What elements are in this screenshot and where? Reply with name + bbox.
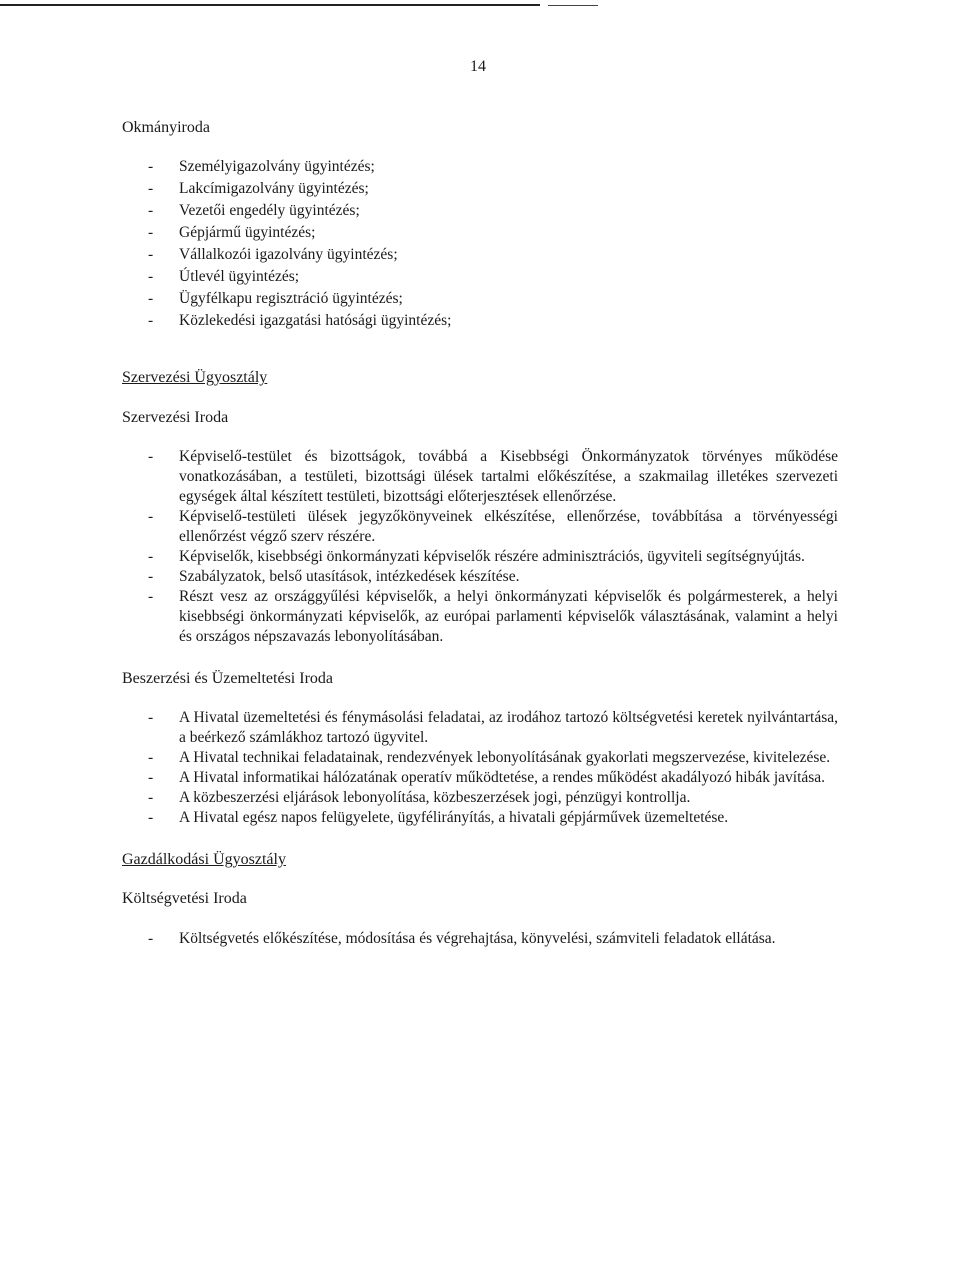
department-heading-gazdalkodasi: Gazdálkodási Ügyosztály	[122, 851, 286, 868]
list-item	[122, 244, 838, 266]
list-dash: -	[148, 246, 154, 263]
list-item-text: Gépjármű ügyintézés;	[179, 224, 316, 241]
list-item-text: Képviselő-testület és bizottságok, továbbá a Kisebbségi Önkormányzatok törvényes működése vonatkozásában, a testületi, bizottsági ülések tartalmi előkészítése, a szakmailag illetékes szervezeti egységek által készített testületi, bizottsági előterjesztések ellenőrzése.	[179, 448, 838, 505]
top-rule-long	[0, 4, 540, 6]
list-item	[122, 587, 838, 647]
list-dash: -	[148, 158, 154, 175]
list-item	[122, 266, 838, 288]
beszerzesi-list	[122, 708, 838, 828]
list-item	[122, 156, 838, 178]
list-item	[122, 178, 838, 200]
list-item-text: Költségvetés előkészítése, módosítása és végrehajtása, könyvelési, számviteli feladatok ellátása.	[179, 930, 776, 947]
list-item-text: Közlekedési igazgatási hatósági ügyintézés;	[179, 312, 452, 329]
list-dash: -	[148, 930, 154, 947]
list-dash: -	[148, 749, 154, 766]
szervezesi-iroda-list	[122, 447, 838, 647]
section-heading-beszerzesi: Beszerzési és Üzemeltetési Iroda	[122, 670, 334, 687]
koltsegvetesi-list	[122, 929, 838, 949]
list-dash: -	[148, 312, 154, 329]
list-dash: -	[148, 448, 154, 465]
list-item-text: A közbeszerzési eljárások lebonyolítása, közbeszerzések jogi, pénzügyi kontrollja.	[179, 789, 691, 806]
list-item	[122, 507, 838, 547]
list-item	[122, 768, 838, 788]
list-dash: -	[148, 568, 154, 585]
section-heading-okmanyiroda: Okmányiroda	[122, 119, 210, 136]
list-item-text: Ügyfélkapu regisztráció ügyintézés;	[179, 290, 403, 307]
list-item	[122, 788, 838, 808]
list-dash: -	[148, 202, 154, 219]
list-dash: -	[148, 224, 154, 241]
department-heading-szervezesi: Szervezési Ügyosztály	[122, 369, 268, 386]
list-item-text: Szabályzatok, belső utasítások, intézkedések készítése.	[179, 568, 520, 585]
list-item	[122, 567, 838, 587]
list-dash: -	[148, 588, 154, 605]
page-number: 14	[470, 58, 486, 75]
list-dash: -	[148, 769, 154, 786]
section-heading-szervezesi-iroda: Szervezési Iroda	[122, 409, 229, 426]
list-dash: -	[148, 290, 154, 307]
list-dash: -	[148, 508, 154, 525]
list-item-text: Lakcímigazolvány ügyintézés;	[179, 180, 369, 197]
list-item-text: Részt vesz az országgyűlési képviselők, a helyi önkormányzati képviselők és polgármesterek, a helyi kisebbségi önkormányzati képviselők, az európai parlamenti képviselők választásának, valamint a helyi és országos népszavazás lebonyolításában.	[179, 588, 838, 645]
list-dash: -	[148, 809, 154, 826]
list-item-text: A Hivatal egész napos felügyelete, ügyfélirányítás, a hivatali gépjárművek üzemeltetése.	[179, 809, 729, 826]
list-dash: -	[148, 268, 154, 285]
list-item-text: Személyigazolvány ügyintézés;	[179, 158, 375, 175]
list-item	[122, 447, 838, 507]
list-item	[122, 708, 838, 748]
list-item	[122, 929, 838, 949]
list-item-text: A Hivatal technikai feladatainak, rendezvények lebonyolításának gyakorlati megszervezése, kivitelezése.	[179, 749, 831, 766]
list-item-text: A Hivatal informatikai hálózatának operatív működtetése, a rendes működést akadályozó hibák javítása.	[179, 769, 826, 786]
list-item-text: Képviselő-testületi ülések jegyzőkönyveinek elkészítése, ellenőrzése, továbbítása a törvényességi ellenőrzést végző szerv részére.	[179, 508, 838, 545]
list-dash: -	[148, 548, 154, 565]
top-rule-short	[548, 5, 598, 6]
list-item-text: Útlevél ügyintézés;	[179, 268, 300, 285]
list-item	[122, 288, 838, 310]
list-item	[122, 547, 838, 567]
list-dash: -	[148, 709, 154, 726]
okmanyiroda-list	[122, 156, 838, 332]
list-item-text: A Hivatal üzemeltetési és fénymásolási feladatai, az irodához tartozó költségvetési keretek nyilvántartása, a beérkező számlákhoz tartozó ügyvitel.	[179, 709, 838, 746]
list-item-text: Képviselők, kisebbségi önkormányzati képviselők részére adminisztrációs, ügyviteli segítségnyújtás.	[179, 548, 805, 565]
section-heading-koltsegvetesi: Költségvetési Iroda	[122, 890, 247, 907]
list-dash: -	[148, 789, 154, 806]
list-item	[122, 200, 838, 222]
list-item-text: Vállalkozói igazolvány ügyintézés;	[179, 246, 398, 263]
list-item	[122, 310, 838, 332]
list-item	[122, 222, 838, 244]
list-item-text: Vezetői engedély ügyintézés;	[179, 202, 360, 219]
list-dash: -	[148, 180, 154, 197]
document-body	[122, 118, 838, 949]
list-item	[122, 808, 838, 828]
list-item	[122, 748, 838, 768]
